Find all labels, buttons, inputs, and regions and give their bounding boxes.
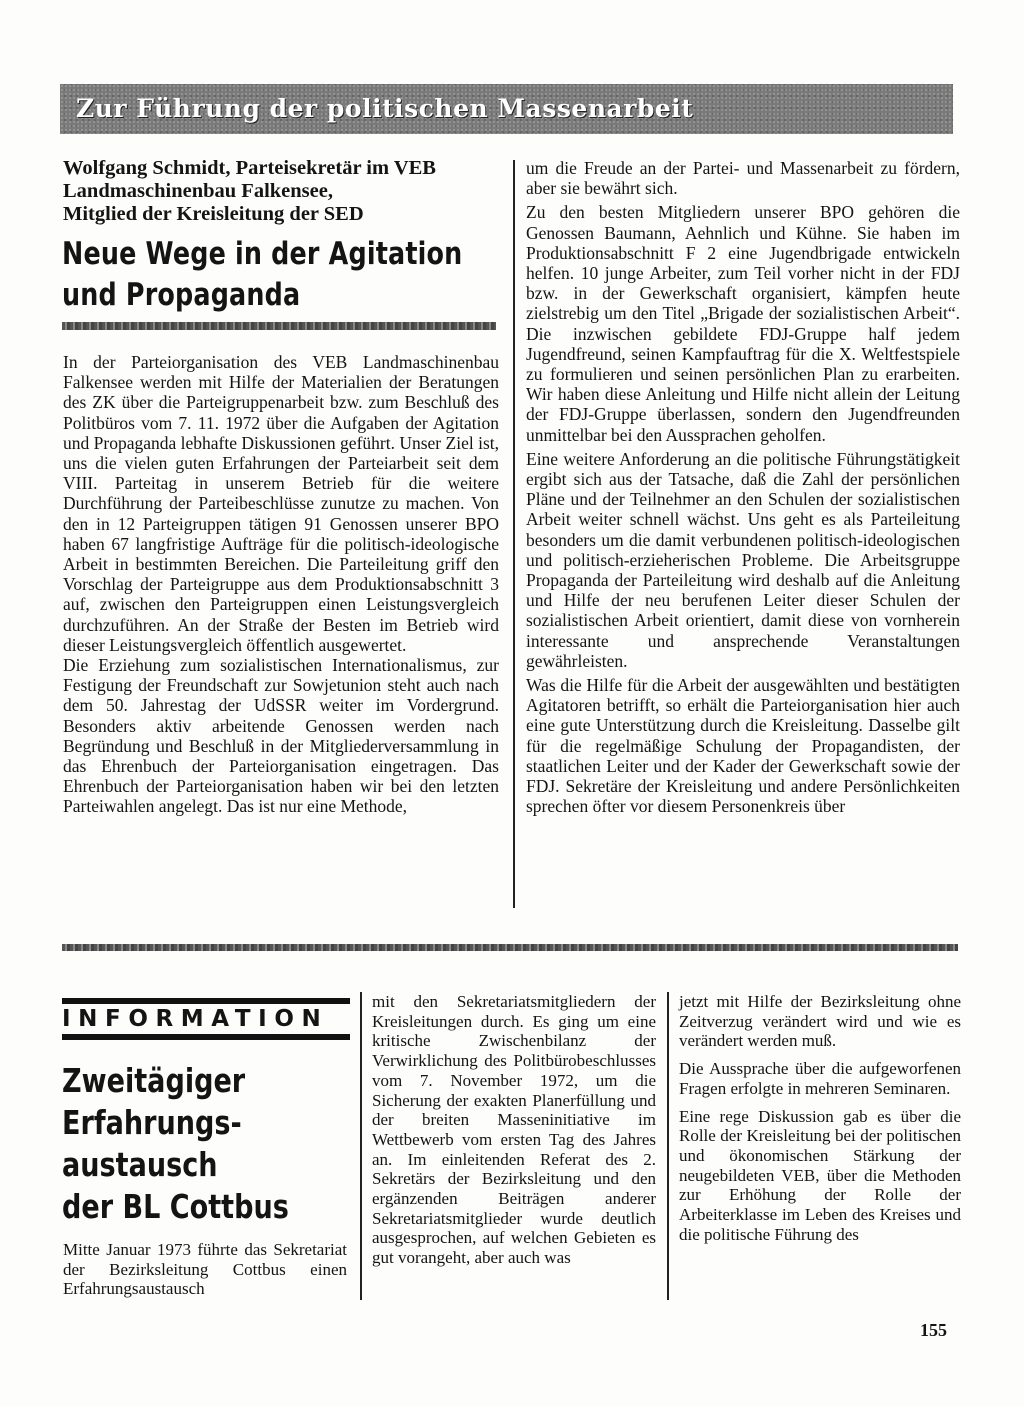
information-title-line: der BL Cottbus	[62, 1187, 289, 1226]
section-divider	[62, 944, 958, 951]
column-divider	[513, 160, 515, 908]
information-title-line: Zweitägiger	[62, 1061, 246, 1100]
information-title-line: Erfahrungs-	[62, 1103, 242, 1142]
article-paragraph: Was die Hilfe für die Arbeit der ausgewählten und bestätigten Agitatoren betrifft, so erhält die Parteiorganisation hier auch eine gute Unterstützung durch die Kreisleitung. Dasselbe gilt für die regelmäßige Schulung der Propagandisten, der staatlichen Leiter und der Kader der Gewerkschaft sowie der FDJ. Sekretäre der Kreisleitung und andere Persönlichkeiten sprechen öfter vor diesem Personenkreis über	[526, 675, 960, 817]
section-banner	[60, 84, 953, 134]
information-column-1	[63, 1240, 347, 1299]
page-number: 155	[920, 1320, 947, 1340]
information-title-line: austausch	[62, 1145, 218, 1184]
information-paragraph: jetzt mit Hilfe der Bezirksleitung ohne Zeitverzug verändert wird und wie es verändert werden muß.	[679, 992, 961, 1051]
author-line: Mitglied der Kreisleitung der SED	[63, 203, 364, 225]
information-column-2	[372, 992, 656, 1268]
author-line: Wolfgang Schmidt, Parteisekretär im VEB	[63, 157, 436, 179]
article-headline	[62, 234, 463, 316]
information-column-3	[679, 992, 961, 1244]
article-paragraph: um die Freude an der Partei- und Massenarbeit zu fördern, aber sie bewährt sich.	[526, 158, 960, 199]
article-paragraph: In der Parteiorganisation des VEB Landmaschinenbau Falkensee werden mit Hilfe der Materialien der Beratungen des ZK über die Parteigruppenarbeit bzw. zum Beschluß des Politbüros vom 7. 11. 1972 über die Aufgaben der Agitation und Propaganda lebhafte Diskussionen geführt. Unser Ziel ist, uns die vielen guten Erfahrungen der Parteiarbeit seit dem VIII. Parteitag in unserem Betrieb für die weitere Durchführung der Parteibeschlüsse zunutze zu machen. Von den in 12 Parteigruppen tätigen 91 Genossen unserer BPO haben 67 langfristige Aufträge für die politisch-ideologische Arbeit in bestimmten Bereichen. Die Parteileitung griff den Vorschlag der Parteigruppe aus dem Produktionsabschnitt 3 auf, zwischen den Parteigruppen einen Leistungsvergleich durchzuführen. An der Straße der Besten im Betrieb wird dieser Leistungsvergleich öffentlich ausgewertet.	[63, 352, 499, 655]
headline-divider	[62, 322, 496, 330]
author-line: Landmaschinenbau Falkensee,	[63, 180, 333, 202]
article-paragraph: Die Erziehung zum sozialistischen Internationalismus, zur Festigung der Freundschaft zur Sowjetunion steht auch nach dem 50. Jahrestag der UdSSR weiter im Vordergrund. Besonders aktiv arbeitende Genossen werden nach Begründung und Beschluß in der Mitgliederversammlung in das Ehrenbuch der Parteiorganisation eingetragen. Das Ehrenbuch der Parteiorganisation haben wir bei den letzten Parteiwahlen angelegt. Das ist nur eine Methode,	[63, 655, 499, 817]
article-author	[63, 157, 503, 226]
article-column-1	[63, 352, 499, 817]
article-paragraph: Zu den besten Mitgliedern unserer BPO gehören die Genossen Baumann, Aehnlich und Kühne. Sie haben im Produktionsabschnitt F 2 eine Jugendbrigade entwickeln helfen. 10 junge Arbeiter, zum Teil vorher nicht in der FDJ bzw. in der Gewerkschaft organisiert, kämpfen heute zielstrebig um den Titel „Brigade der sozialistischen Arbeit“. Die inzwischen gebildete FDJ-Gruppe half jedem Jugendfreund, seinen Kampfauftrag für die X. Weltfestspiele zu formulieren und seinen persönlichen Plan zu erarbeiten. Wir haben diese Anleitung und Hilfe nicht allein der Leitung der FDJ-Gruppe überlassen, sondern den Jugendfreunden unmittelbar bei den Aussprachen geholfen.	[526, 202, 960, 445]
section-banner-title: Zur Führung der politischen Massenarbeit	[76, 94, 694, 123]
article-column-2	[526, 158, 960, 817]
information-paragraph: mit den Sekretariatsmitgliedern der Kreisleitungen durch. Es ging um eine kritische Zwischenbilanz der Verwirklichung des Politbürobeschlusses vom 7. November 1972, um die Sicherung der exakten Planerfüllung und der breiten Masseninitiative im Wettbewerb vom ersten Tag des Jahres an. Im einleitenden Referat des 2. Sekretärs der Bezirksleitung und den ergänzenden Beiträgen anderer Sekretariatsmitglieder wurde deutlich ausgesprochen, auf welchen Gebieten es gut vorangeht, aber auch was	[372, 992, 656, 1268]
column-divider	[360, 992, 362, 1300]
article-paragraph: Eine weitere Anforderung an die politische Führungstätigkeit ergibt sich aus der Tatsache, daß die Zahl der persönlichen Pläne und der Teilnehmer an den Schulen der sozialistischen Arbeit weiter schnell wächst. Uns geht es als Parteileitung besonders um die damit verbundenen politisch-ideologischen und politisch-erzieherischen Probleme. Die Arbeitsgruppe Propaganda der Parteileitung wird deshalb auf die Anleitung und Hilfe der neu berufenen Leiter dieser Schulen der sozialistischen Arbeit orientiert, damit diese von vornherein interessante und ansprechende Veranstaltungen gewährleisten.	[526, 448, 960, 671]
information-paragraph: Die Aussprache über die aufgeworfenen Fragen erfolgte in mehreren Seminaren.	[679, 1059, 961, 1098]
information-paragraph: Eine rege Diskussion gab es über die Rolle der Kreisleitung bei der politischen und ökonomischen Stärkung der neugebildeten VEB, über die Methoden zur Erhöhung der Rolle der Arbeiterklasse im Leben des Kreises und die politische Führung des	[679, 1106, 961, 1244]
headline-line: Neue Wege in der Agitation	[62, 236, 463, 272]
headline-line: und Propaganda	[62, 277, 301, 313]
information-label: INFORMATION	[62, 998, 350, 1040]
information-paragraph: Mitte Januar 1973 führte das Sekretariat der Bezirksleitung Cottbus einen Erfahrungsaustausch	[63, 1240, 347, 1299]
information-title	[62, 1060, 308, 1228]
column-divider	[667, 992, 669, 1300]
